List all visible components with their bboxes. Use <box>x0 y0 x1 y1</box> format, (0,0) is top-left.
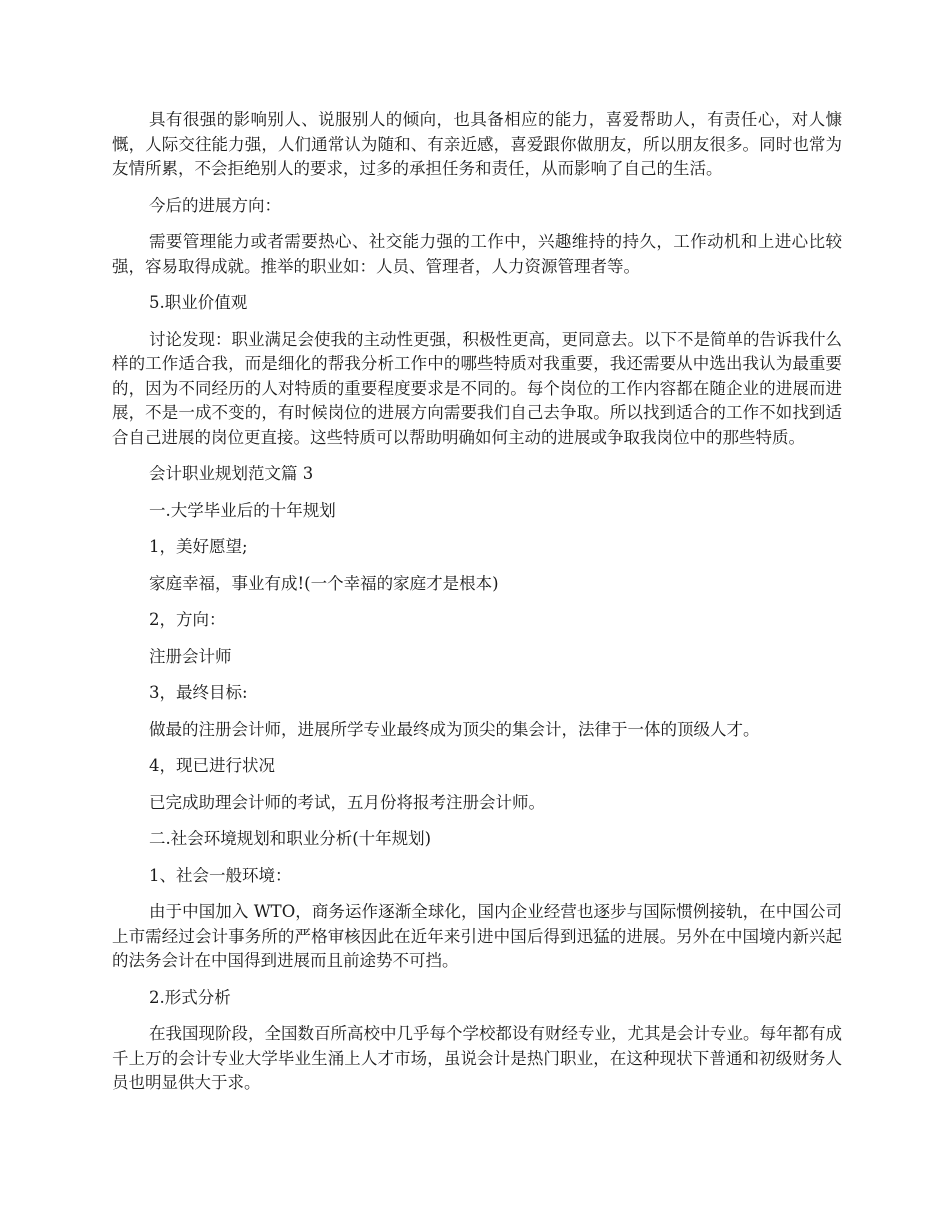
list-item-status: 已完成助理会计师的考试，五月份将报考注册会计师。 <box>149 792 545 812</box>
list-item-direction-label: 2，方向： <box>149 610 226 629</box>
paragraph-direction: 需要管理能力或者需要热心、社交能力强的工作中，兴趣维持的持久，工作动机和上进心比较强，容易取得成就。推举的职业如：人员、管理者，人力资源管理者等。 <box>112 232 842 276</box>
paragraph-values: 讨论发现：职业满足会使我的主动性更强，积极性更高，更同意去。以下不是简单的告诉我什么样的工作适合我，而是细化的帮我分析工作中的哪些特质对我重要，我还需要从中选出我认为最重要的，因为不同经历的人对特质的重要程度要求是不同的。每个岗位的工作内容都在随企业的进展而进展，不是一成不变的，有时候岗位的进展方向需要我们自己去争取。所以找到适合的工作不如找到适合自己进展的岗位更直接。这些特质可以帮助明确如何主动的进展或争取我岗位中的那些特质。 <box>112 329 842 447</box>
list-item-status-label: 4，现已进行状况 <box>149 756 275 775</box>
list-item-wish-label: 1，美好愿望; <box>149 537 248 556</box>
paragraph-heading-direction: 今后的进展方向： <box>149 195 281 215</box>
list-item-goal-label: 3，最终目标: <box>149 683 248 702</box>
article-title: 会计职业规划范文篇 3 <box>149 464 314 483</box>
subsection-heading-general: 1、社会一般环境： <box>149 865 292 885</box>
section-heading-ten-year-plan: 一.大学毕业后的十年规划 <box>149 500 336 520</box>
paragraph-general-environment: 由于中国加入 WTO，商务运作逐渐全球化，国内企业经营也逐步与国际惯例接轨，在中国公司上市需经过会计事务所的严格审核因此在近年来引进中国后得到迅猛的进展。另外在中国境内新兴起的法务会计在中国得到进展而且前途势不可挡。 <box>112 902 842 970</box>
list-item-wish: 家庭幸福，事业有成!(一个幸福的家庭才是根本) <box>149 573 499 593</box>
subsection-heading-situation: 2.形式分析 <box>149 987 231 1007</box>
section-heading-values: 5.职业价值观 <box>149 293 248 312</box>
paragraph-personality: 具有很强的影响别人、说服别人的倾向，也具备相应的能力，喜爱帮助人，有责任心，对人慷慨，人际交往能力强，人们通常认为随和、有亲近感，喜爱跟你做朋友，所以朋友很多。同时也常为友情所累，不会拒绝别人的要求，过多的承担任务和责任，从而影响了自己的生活。 <box>112 110 842 178</box>
document-body <box>112 108 842 1108</box>
paragraph-situation: 在我国现阶段，全国数百所高校中几乎每个学校都设有财经专业，尤其是会计专业。每年都有成千上万的会计专业大学毕业生涌上人才市场，虽说会计是热门职业，在这种现状下普通和初级财务人员也明显供大于求。 <box>112 1024 842 1092</box>
list-item-direction: 注册会计师 <box>149 646 232 666</box>
section-heading-environment: 二.社会环境规划和职业分析(十年规划) <box>149 829 432 848</box>
list-item-goal: 做最的注册会计师，进展所学专业最终成为顶尖的集会计，法律于一体的顶级人才。 <box>149 719 760 739</box>
